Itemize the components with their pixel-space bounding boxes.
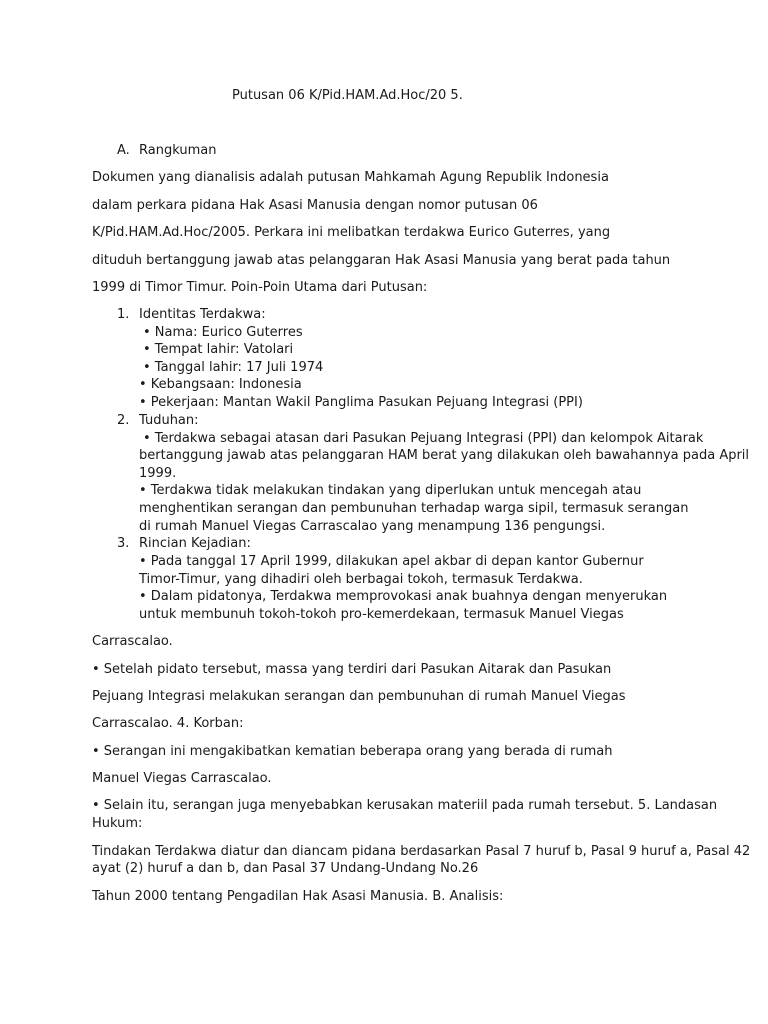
body-line: Hukum: — [92, 816, 143, 831]
list-line: bertanggung jawab atas pelanggaran HAM berat yang dilakukan oleh bawahannya pada April — [139, 448, 750, 463]
body-line: Carrascalao. 4. Korban: — [92, 716, 244, 731]
list-line: • Pekerjaan: Mantan Wakil Panglima Pasukan Pejuang Integrasi (PPI) — [139, 395, 583, 410]
intro-line: dituduh bertanggung jawab atas pelanggaran Hak Asasi Manusia yang berat pada tahun — [92, 253, 671, 268]
intro-line: 1999 di Timor Timur. Poin-Poin Utama dari Putusan: — [92, 280, 428, 295]
list-line: • Terdakwa sebagai atasan dari Pasukan Pejuang Integrasi (PPI) dan kelompok Aitarak — [143, 431, 704, 446]
list-line: • Pada tanggal 17 April 1999, dilakukan apel akbar di depan kantor Gubernur — [139, 554, 644, 569]
body-line: Manuel Viegas Carrascalao. — [92, 771, 272, 786]
list-line: • Terdakwa tidak melakukan tindakan yang diperlukan untuk mencegah atau — [139, 483, 642, 498]
list-heading: Identitas Terdakwa: — [139, 307, 266, 322]
section-a-letter: A. — [117, 143, 130, 158]
intro-line: Dokumen yang dianalisis adalah putusan Mahkamah Agung Republik Indonesia — [92, 170, 609, 185]
body-line: ayat (2) huruf a dan b, dan Pasal 37 Undang-Undang No.26 — [92, 861, 479, 876]
list-line: • Dalam pidatonya, Terdakwa memprovokasi anak buahnya dengan menyerukan — [139, 589, 668, 604]
list-line: Timor-Timur, yang dihadiri oleh berbagai tokoh, termasuk Terdakwa. — [139, 572, 583, 587]
list-line: menghentikan serangan dan pembunuhan terhadap warga sipil, termasuk serangan — [139, 501, 689, 516]
list-number: 3. — [117, 536, 130, 551]
list-line: • Tempat lahir: Vatolari — [143, 342, 294, 357]
list-line: 1999. — [139, 466, 177, 481]
body-line: Pejuang Integrasi melakukan serangan dan pembunuhan di rumah Manuel Viegas — [92, 689, 626, 704]
body-line: Tindakan Terdakwa diatur dan diancam pidana berdasarkan Pasal 7 huruf b, Pasal 9 huruf a, Pasal 42 — [92, 844, 751, 859]
body-line: • Serangan ini mengakibatkan kematian beberapa orang yang berada di rumah — [92, 744, 613, 759]
intro-line: K/Pid.HAM.Ad.Hoc/2005. Perkara ini melibatkan terdakwa Eurico Guterres, yang — [92, 225, 611, 240]
list-line: • Nama: Eurico Guterres — [143, 325, 303, 340]
body-line: Carrascalao. — [92, 634, 173, 649]
intro-line: dalam perkara pidana Hak Asasi Manusia dengan nomor putusan 06 — [92, 198, 538, 213]
list-heading: Tuduhan: — [139, 413, 199, 428]
section-a-title: Rangkuman — [139, 143, 217, 158]
document-title: Putusan 06 K/Pid.HAM.Ad.Hoc/20 5. — [232, 88, 463, 103]
list-number: 1. — [117, 307, 130, 322]
list-line: untuk membunuh tokoh-tokoh pro-kemerdekaan, termasuk Manuel Viegas — [139, 607, 624, 622]
list-number: 2. — [117, 413, 130, 428]
body-line: Tahun 2000 tentang Pengadilan Hak Asasi Manusia. B. Analisis: — [92, 889, 504, 904]
list-heading: Rincian Kejadian: — [139, 536, 251, 551]
body-line: • Setelah pidato tersebut, massa yang terdiri dari Pasukan Aitarak dan Pasukan — [92, 662, 612, 677]
list-line: • Kebangsaan: Indonesia — [139, 377, 302, 392]
body-line: • Selain itu, serangan juga menyebabkan kerusakan materiil pada rumah tersebut. 5. Landasan — [92, 798, 718, 813]
list-line: • Tanggal lahir: 17 Juli 1974 — [143, 360, 324, 375]
list-line: di rumah Manuel Viegas Carrascalao yang menampung 136 pengungsi. — [139, 519, 606, 534]
